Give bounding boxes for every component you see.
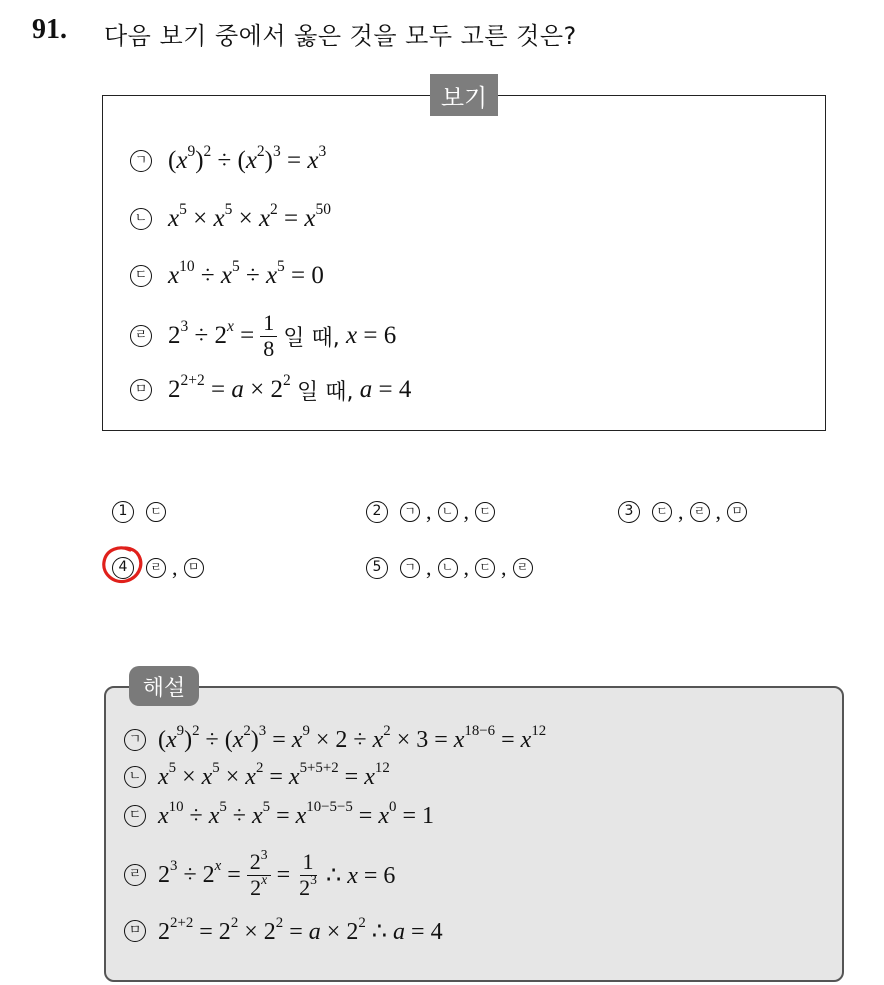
question-text: 다음 보기 중에서 옳은 것을 모두 고른 것은? xyxy=(104,22,577,50)
jamo-marker: ㄹ xyxy=(690,502,710,522)
jamo-marker: ㄴ xyxy=(130,208,152,230)
jamo-marker: ㄴ xyxy=(438,558,458,578)
choice-number: 5 xyxy=(366,557,388,579)
jamo-marker: ㄷ xyxy=(124,805,146,827)
bogi-formula: $x^5 \times x^5 \times x^2 = x^{50}$ xyxy=(168,201,332,232)
choice-5[interactable]: 5 ㄱ , ㄴ , ㄷ , ㄹ xyxy=(366,553,537,583)
jamo-marker: ㅁ xyxy=(130,379,152,401)
bogi-formula: $x^{10} \div x^5 \div x^5 = 0$ xyxy=(168,258,324,289)
fraction: $\frac{1}{8}$ xyxy=(260,311,277,360)
jamo-marker: ㄱ xyxy=(124,729,146,751)
jamo-marker: ㄷ xyxy=(130,265,152,287)
jamo-marker: ㄷ xyxy=(652,502,672,522)
jamo-marker: ㄹ xyxy=(513,558,533,578)
bogi-title: 보기 xyxy=(430,74,498,116)
bogi-item-5 xyxy=(130,370,411,410)
jamo-marker: ㄱ xyxy=(400,558,420,578)
bogi-text: 일 때, xyxy=(296,379,354,405)
bogi-item-3 xyxy=(130,256,324,296)
solution-formula: $x^{10} \div x^5 \div x^5 = x^{10-5-5} = x^0 = 1$ xyxy=(158,799,434,829)
bogi-formula: $2^3 \div 2^x$ = xyxy=(168,318,255,349)
choice-4[interactable]: 4 ㄹ , ㅁ xyxy=(112,553,208,583)
solution-line-1 xyxy=(124,723,546,757)
jamo-marker: ㄱ xyxy=(400,502,420,522)
choice-number: 2 xyxy=(366,501,388,523)
jamo-marker: ㄷ xyxy=(146,502,166,522)
jamo-marker: ㅁ xyxy=(727,502,747,522)
bogi-condition: x = 6 xyxy=(345,322,397,349)
jamo-marker: ㅁ xyxy=(124,920,146,942)
fraction: $\frac{1}{2^3}$ xyxy=(299,849,317,900)
solution-formula: $(x^9)^2 \div (x^2)^3 = x^9 \times 2 \div x^2 \times 3 = x^{18-6} = x^{12}$ xyxy=(158,723,547,753)
answer-mark-circle xyxy=(100,544,146,586)
fraction: $\frac{2^3}{2^x}$ xyxy=(247,850,271,899)
choice-3[interactable]: 3 ㄷ , ㄹ , ㅁ xyxy=(618,497,751,527)
jamo-marker: ㄷ xyxy=(475,558,495,578)
jamo-marker: ㄷ xyxy=(475,502,495,522)
jamo-marker: ㅁ xyxy=(184,558,204,578)
bogi-formula: $2^{2+2} = a \times 2^2$ xyxy=(168,372,291,403)
jamo-marker: ㄹ xyxy=(124,864,146,886)
bogi-item-4 xyxy=(130,311,396,361)
bogi-item-1 xyxy=(130,141,326,181)
solution-line-2 xyxy=(124,760,390,794)
solution-line-5 xyxy=(124,914,443,948)
solution-formula: $x^5 \times x^5 \times x^2 = x^{5+5+2} = x^{12}$ xyxy=(158,760,390,790)
bogi-condition: a = 4 xyxy=(359,376,412,403)
choice-1[interactable] xyxy=(112,497,170,527)
jamo-marker: ㄱ xyxy=(130,150,152,172)
choice-number: 1 xyxy=(112,501,134,523)
question-number: 91. xyxy=(32,14,67,45)
bogi-formula: $(x^9)^2 \div (x^2)^3 = x^3$ xyxy=(168,143,327,174)
choice-2[interactable]: 2 ㄱ , ㄴ , ㄷ xyxy=(366,497,499,527)
jamo-marker: ㄴ xyxy=(124,766,146,788)
choice-number: 3 xyxy=(618,501,640,523)
solution-formula: $2^{2+2} = 2^2 \times 2^2 = a \times 2^2$ ∴ a = 4 xyxy=(158,915,443,945)
solution-formula: $2^3 \div 2^x$ = xyxy=(158,858,241,888)
solution-conclusion: ∴ x = 6 xyxy=(325,862,396,889)
solution-line-3 xyxy=(124,799,434,833)
bogi-text: 일 때, xyxy=(283,325,340,351)
jamo-marker: ㄹ xyxy=(146,558,166,578)
jamo-marker: ㄴ xyxy=(438,502,458,522)
solution-line-4: ㄹ $2^3 \div 2^x$ = $\frac{2^3}{2^x}$ = $\frac{1}{2^3}$ ∴ x = 6 xyxy=(124,843,395,907)
bogi-item-2 xyxy=(130,199,331,239)
jamo-marker: ㄹ xyxy=(130,325,152,347)
solution-title: 해설 xyxy=(129,666,199,706)
choice-number: 4 xyxy=(112,557,134,579)
